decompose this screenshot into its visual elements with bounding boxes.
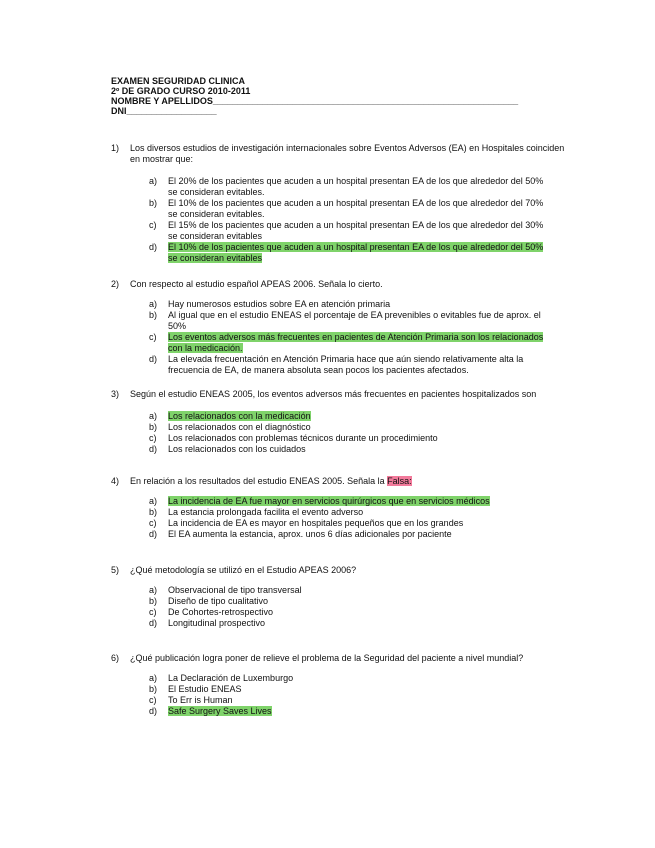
question-1 xyxy=(111,143,571,264)
option-d: d) La elevada frecuentación en Atención Primaria hace que aún siendo relativamente alta la frecuencia de EA, de manera absoluta sean pocos los pacientes afectados. xyxy=(149,354,524,375)
option-b: b) Los relacionados con el diagnóstico xyxy=(149,422,311,432)
exam-title: EXAMEN SEGURIDAD CLINICA xyxy=(111,76,246,86)
question-text: Los diversos estudios de investigación internacionales sobre Eventos Adversos (EA) en Hospitales coinciden en mostrar que: xyxy=(130,143,565,164)
question-5 xyxy=(111,565,571,629)
highlighted-answer: La incidencia de EA fue mayor en servicios quirúrgicos que en servicios médicos xyxy=(168,496,490,506)
option-d: d) El EA aumenta la estancia, aprox. unos 6 días adicionales por paciente xyxy=(149,529,452,539)
question-2 xyxy=(111,279,571,376)
question-number: 3) xyxy=(111,389,120,399)
option-c: c) Los relacionados con problemas técnicos durante un procedimiento xyxy=(149,433,438,443)
option-b: b) El 10% de los pacientes que acuden a un hospital presentan EA de los que alrededor del 70% se consideran evitables. xyxy=(149,198,544,219)
option-b: b) El Estudio ENEAS xyxy=(149,684,242,694)
option-a: a) La Declaración de Luxemburgo xyxy=(149,673,294,683)
question-3 xyxy=(111,389,571,455)
option-a: a) Observacional de tipo transversal xyxy=(149,585,302,595)
question-text: En relación a los resultados del estudio ENEAS 2005. Señala la Falsa: xyxy=(130,476,412,486)
option-d: d) Los relacionados con los cuidados xyxy=(149,444,306,454)
highlighted-answer: Los relacionados con la medicación xyxy=(168,411,311,421)
option-b: b) Al igual que en el estudio ENEAS el porcentaje de EA prevenibles o evitables fue de aprox. el 50% xyxy=(149,310,541,331)
question-number: 2) xyxy=(111,279,120,289)
option-a: a) Hay numerosos estudios sobre EA en atención primaria xyxy=(149,299,391,309)
option-d: d) Safe Surgery Saves Lives xyxy=(149,706,272,716)
highlighted-answer: El 10% de los pacientes que acuden a un hospital presentan EA de los que alrededor del 50% se consideran evitables xyxy=(168,242,544,263)
option-d: d) Longitudinal prospectivo xyxy=(149,618,266,628)
highlighted-answer: Safe Surgery Saves Lives xyxy=(168,706,272,716)
option-a: a) La incidencia de EA fue mayor en servicios quirúrgicos que en servicios médicos xyxy=(149,496,490,506)
option-b: b) Diseño de tipo cualitativo xyxy=(149,596,269,606)
question-6 xyxy=(111,653,571,717)
question-text: ¿Qué publicación logra poner de relieve el problema de la Seguridad del paciente a nivel mundial? xyxy=(130,653,524,663)
false-highlight: Falsa: xyxy=(387,476,412,486)
question-text: Según el estudio ENEAS 2005, los eventos adversos más frecuentes en pacientes hospitalizados son xyxy=(130,389,537,399)
question-number: 4) xyxy=(111,476,120,486)
option-d: d) El 10% de los pacientes que acuden a un hospital presentan EA de los que alrededor del 50% se consideran evitables xyxy=(149,242,544,263)
course-line: 2º DE GRADO CURSO 2010-2011 xyxy=(111,86,251,96)
question-4 xyxy=(111,476,571,540)
question-number: 1) xyxy=(111,143,120,153)
question-number: 6) xyxy=(111,653,120,663)
option-b: b) La estancia prolongada facilita el evento adverso xyxy=(149,507,364,517)
highlighted-answer: Los eventos adversos más frecuentes en pacientes de Atención Primaria son los relacionados con la medicación. xyxy=(168,332,544,353)
option-a: a) Los relacionados con la medicación xyxy=(149,411,311,421)
question-text: Con respecto al estudio español APEAS 2006. Señala lo cierto. xyxy=(130,279,383,289)
option-c: c) De Cohortes-retrospectivo xyxy=(149,607,274,617)
question-text: ¿Qué metodología se utilizó en el Estudio APEAS 2006? xyxy=(130,565,357,575)
option-c: c) To Err is Human xyxy=(149,695,233,705)
option-a: a) El 20% de los pacientes que acuden a un hospital presentan EA de los que alrededor del 50% se consideran evitables. xyxy=(149,176,544,197)
option-c: c) Los eventos adversos más frecuentes en pacientes de Atención Primaria son los relacionados con la medicación. xyxy=(149,332,544,353)
exam-header xyxy=(111,76,518,116)
name-field-line: NOMBRE Y APELLIDOS_____________________________________________________________ xyxy=(111,96,519,106)
question-number: 5) xyxy=(111,565,120,575)
option-c: c) La incidencia de EA es mayor en hospitales pequeños que en los grandes xyxy=(149,518,464,528)
dni-field-line: DNI__________________ xyxy=(111,106,217,116)
option-c: c) El 15% de los pacientes que acuden a un hospital presentan EA de los que alrededor del 30% se consideran evitables xyxy=(149,220,544,241)
